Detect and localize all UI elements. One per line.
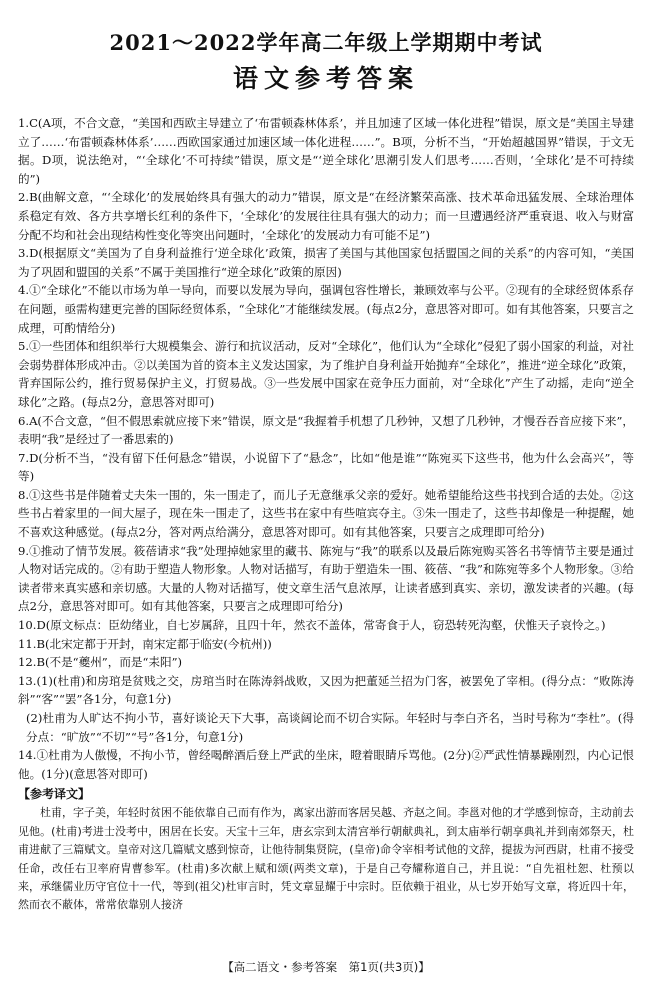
answer-item-13-2: (2)杜甫为人旷达不拘小节，喜好谈论天下大事，高谈阔论而不切合实际。年轻时与李白齐名，当时号称为“李杜”。(得分点：“旷放”“不切”“号”各1分，句意1分) <box>26 711 634 744</box>
answer-item-3: 3.D(根据原文“美国为了自身利益推行‘逆全球化’政策，损害了美国与其他国家包括盟国之间的关系”的内容可知，“美国为了巩固和盟国的关系”不属于美国推行“逆全球化”政策的原因) <box>18 246 634 279</box>
answer-item-5: 5.①一些团体和组织举行大规模集会、游行和抗议活动，反对“全球化”，他们认为“全球化”侵犯了弱小国家的利益，对社会弱势群体形成冲击。②以美国为首的资本主义发达国家，为了维护自身利益开始抛弃“全球化”，推进“逆全球化”政策，背弃国际公约，推行贸易保护主义，打贸易战。③一些发展中国家在竞争压力面前，对“全球化”产生了动摇，走向“逆全球化”之路。(每点2分，意思答对即可) <box>18 339 634 409</box>
exam-title: 2021～2022学年高二年级上学期期中考试 <box>109 30 543 55</box>
answer-item-12: 12.B(不是“夔州”，而是“耒阳”) <box>18 655 183 670</box>
translation-text: 杜甫，字子美，年轻时贫困不能依靠自己而有作为，离家出游而客居吴越、齐赵之间。李邕对他的才学感到惊奇，主动前去见他。(杜甫)考进士没考中，困居在长安。天宝十三年，唐玄宗到太清宫举行朝献典礼，到太庙举行朝享典礼并到南郊祭天，杜甫进献了三篇赋文。皇帝对这几篇赋文感到惊奇，让他待制集贤院，(皇帝)命令宰相考试他的文辞，提拔为河西尉，杜甫不接受任命，改任右卫率府胄曹参军。(杜甫)多次献上赋和颂(两类文章)，于是自己夸耀称道自己，并且说：“自先祖杜恕、杜预以来，承继儒业历守官位十一代，等到(祖父)杜审言时，凭文章显耀于中宗时。臣依赖于祖业，从七岁开始写文章，将近四十年，然而衣不蔽体，常常依靠别人接济 <box>18 806 634 912</box>
answer-item-6: 6.A(不合文意，“但不假思索就应接下来”错误，原文是“我握着手机想了几秒钟，又想了几秒钟，才慢吞吞音应接下来”，表明“我”是经过了一番思索的) <box>18 413 634 447</box>
document-subtitle: 语文参考答案 <box>232 64 419 93</box>
page-footer: 【高二语文・参考答案 第1页(共3页)】 <box>222 960 430 974</box>
answer-item-1: 1.C(A项，不合文意，“美国和西欧主导建立了‘布雷顿森林体系’，并且加速了区域一体化进程”错误，原文是“美国主导建立了……‘布雷顿森林体系’……西欧国家通过加速区域一体化进程……”。B项，分析不当，“开始超越国界”错误，于文无据。D项，说法绝对，“‘全球化’不可持续”错误，原文是“‘逆全球化’思潮引发人们思考……否则，‘全球化’是不可持续的”) <box>18 116 634 186</box>
answer-item-2: 2.B(曲解文意，“‘全球化’的发展始终具有强大的动力”错误，原文是“在经济繁荣高涨、技术革命迅猛发展、全球治理体系稳定有效、各方共享增长红利的条件下，‘全球化’的发展往往具有强大的动力；而一旦遭遇经济严重衰退、收入与财富分配不均和社会出现结构性变化等突出问题时，‘全球化’的发展动力有可能不足”) <box>18 190 634 242</box>
answer-item-13-1: 13.(1)(杜甫)和房琯是贫贱之交，房琯当时在陈涛斜战败，又因为把董延兰招为门客，被罢免了宰相。(得分点：“败陈涛斜”“客”“罢”各1分，句意1分) <box>18 673 634 707</box>
answer-item-8: 8.①这些书是伴随着丈夫朱一围的，朱一围走了，而儿子无意继承父亲的爱好。她希望能给这些书找到合适的去处。②这些书占着家里的一间大屋子，现在朱一围走了，这些书在家中有些喧宾夺主。③朱一围走了，这些书却像是一种提醒，她不喜欢这种感觉。(每点2分，答对两点给满分，意思答对即可。如有其他答案，只要言之成理即可给分) <box>18 487 634 540</box>
answer-item-9: 9.①推动了情节发展。筱蓓请求“我”处理掉她家里的藏书、陈宛与“我”的联系以及最后陈宛购买答名书等情节主要是通过人物对话完成的。②有助于塑造人物形象。人物对话描写，有助于塑造朱一围、筱蓓、“我”和陈宛等多个人物形象。③给读者带来真实感和亲切感。大量的人物对话描写，使文章生活气息浓厚，让读者感到真实、亲切，激发读者的兴趣。(每点2分，意思答对即可。如有其他答案，只要言之成理即可给分) <box>18 543 634 614</box>
answer-item-10: 10.D(原文标点：臣幼绪业，自七岁属辞，且四十年，然衣不盖体，常寄食于人，窃恐转死沟壑，伏惟天子哀怜之。) <box>18 618 606 633</box>
answer-item-7: 7.D(分析不当，“没有留下任何悬念”错误，小说留下了“悬念”，比如“他是谁”“陈宛买下这些书，他为什么会高兴”，等等) <box>18 450 634 484</box>
answer-list <box>18 114 634 915</box>
answer-item-11: 11.B(北宋定都于开封，南宋定都于临安(今杭州)) <box>18 636 272 651</box>
answer-item-4: 4.①“全球化”不能以市场为单一导向，而要以发展为导向，强调包容性增长，兼顾效率与公平。②现有的全球经贸体系存在问题，亟需构建更完善的国际经贸体系，“全球化”才能继续发展。(每点2分，意思答对即可。如有其他答案，只要言之成理，可酌情给分) <box>18 283 634 335</box>
answer-item-14: 14.①杜甫为人傲慢，不拘小节，曾经喝醉酒后登上严武的坐床，瞪着眼睛斥骂他。(2分)②严武性情暴躁刚烈，内心记恨他。(1分)(意思答对即可) <box>18 748 634 781</box>
translation-heading: 【参考译文】 <box>18 787 91 802</box>
